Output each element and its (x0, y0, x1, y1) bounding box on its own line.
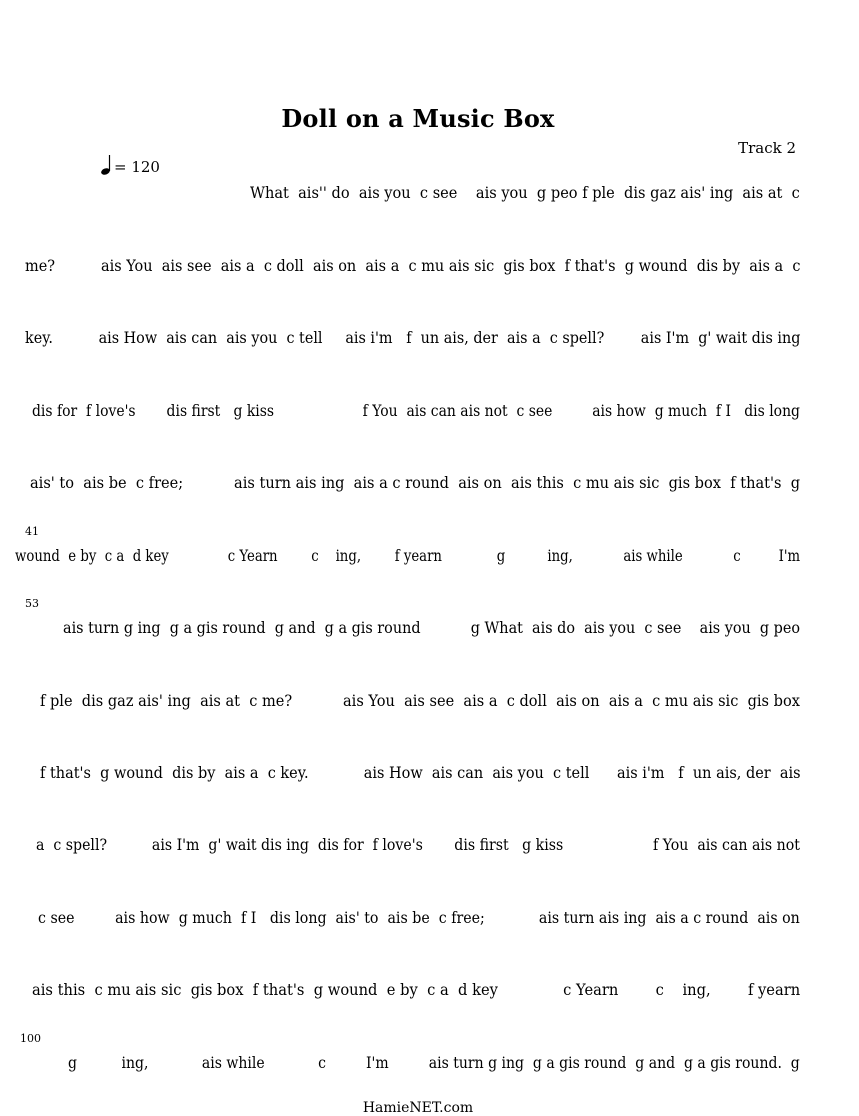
lyric-text: me? ais You ais see ais a c doll ais on ais a c mu ais sic gis box f that's g wound dis by ais a c (25, 257, 801, 275)
lyric-line (0, 764, 859, 786)
lyric-text: dis for f love's dis first g kiss f You ais can ais not c see ais how g much f I dis long (32, 402, 800, 420)
measure-number: 41 (25, 525, 39, 538)
lyric-line (0, 692, 859, 714)
tempo-value: = 120 (114, 158, 160, 176)
lyric-text: key. ais How ais can ais you c tell ais i'm f un ais, der ais a c spell? ais I'm g' wait dis ing (25, 329, 801, 347)
lyric-line (0, 909, 859, 931)
lyric-text: ais turn g ing g a gis round g and g a gis round g What ais do ais you c see ais you g peo (63, 619, 801, 637)
footer-credit: HamieNET.com (362, 1100, 474, 1116)
lyric-line (0, 184, 859, 206)
measure-number: 100 (20, 1032, 41, 1045)
lyric-text: f that's g wound dis by ais a c key. ais How ais can ais you c tell ais i'm f un ais, der ais (40, 764, 801, 782)
lyric-text: f ple dis gaz ais' ing ais at c me? ais You ais see ais a c doll ais on ais a c mu ais sic gis box (40, 692, 800, 710)
lyric-text: wound e by c a d key c Yearn c ing, f yearn g ing, ais while c I'm (15, 547, 801, 565)
lyric-text: g ing, ais while c I'm ais turn g ing g a gis round g and g a gis round. g (68, 1054, 800, 1072)
lyric-text: a c spell? ais I'm g' wait dis ing dis for f love's dis first g kiss f You ais can ais not (36, 836, 800, 854)
lyric-line (0, 329, 859, 351)
lyric-text: ais this c mu ais sic gis box f that's g wound e by c a d key c Yearn c ing, f yearn (32, 981, 801, 999)
lyric-text: What ais'' do ais you c see ais you g peo f ple dis gaz ais' ing ais at c (250, 184, 800, 202)
lyric-line (0, 597, 859, 641)
lyric-line (0, 474, 859, 496)
track-subtitle: Track 2 (738, 139, 796, 157)
measure-number: 53 (25, 597, 39, 610)
page-title: Doll on a Music Box (281, 104, 555, 133)
tempo-marking (100, 154, 160, 176)
lyric-line (0, 1032, 859, 1076)
lyric-text: c see ais how g much f I dis long ais' to ais be c free; ais turn ais ing ais a c round ais on (38, 909, 800, 927)
lyric-text: ais' to ais be c free; ais turn ais ing ais a c round ais on ais this c mu ais sic gis box f that's g (30, 474, 801, 492)
lyric-line (0, 257, 859, 279)
lyric-line (0, 981, 859, 1003)
lyric-line (0, 402, 859, 424)
quarter-note-icon (100, 154, 112, 176)
lyric-line (0, 525, 859, 569)
lyric-line (0, 836, 859, 858)
